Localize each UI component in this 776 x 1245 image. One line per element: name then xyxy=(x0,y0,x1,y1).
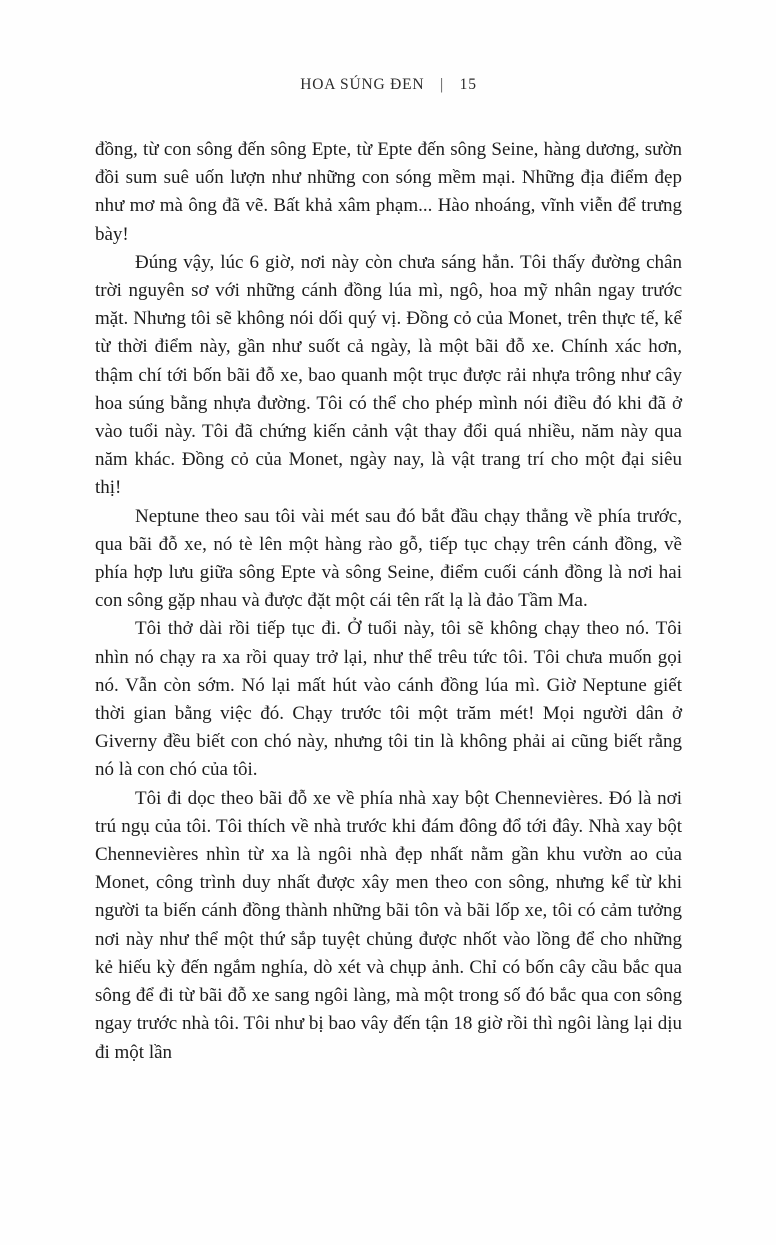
paragraph: Đúng vậy, lúc 6 giờ, nơi này còn chưa sáng hẳn. Tôi thấy đường chân trời nguyên sơ với những cánh đồng lúa mì, ngô, hoa mỹ nhân ngay trước mặt. Nhưng tôi sẽ không nói dối quý vị. Đồng cỏ của Monet, trên thực tế, kể từ thời điểm này, gần như suốt cả ngày, là một bãi đỗ xe. Chính xác hơn, thậm chí tới bốn bãi đỗ xe, bao quanh một trục được rải nhựa trông như cây hoa súng bằng nhựa đường. Tôi có thể cho phép mình nói điều đó khi đã ở vào tuổi này. Tôi đã chứng kiến cảnh vật thay đổi quá nhiều, năm này qua năm khác. Đồng cỏ của Monet, ngày nay, là vật trang trí cho một đại siêu thị! xyxy=(95,251,682,499)
running-header xyxy=(95,76,682,96)
paragraph: Tôi đi dọc theo bãi đỗ xe về phía nhà xay bột Chennevières. Đó là nơi trú ngụ của tôi. Tôi thích về nhà trước khi đám đông đổ tới đây. Nhà xay bột Chennevières nhìn từ xa là ngôi nhà đẹp nhất nằm gần khu vườn ao của Monet, công trình duy nhất được xây men theo con sông, nhưng kể từ khi người ta biến cánh đồng thành những bãi tôn và bãi lốp xe, tôi có cảm tưởng nơi này như thể một thứ sắp tuyệt chủng được nhốt vào lồng để cho những kẻ hiếu kỳ đến ngắm nghía, dò xét và chụp ảnh. Chỉ có bốn cây cầu bắc qua sông để đi từ bãi đỗ xe sang ngôi làng, mà một trong số đó bắc qua con sông ngay trước nhà tôi. Tôi như bị bao vây đến tận 18 giờ rồi thì ngôi làng lại dịu đi một lần xyxy=(95,787,682,1063)
paragraph: Tôi thở dài rồi tiếp tục đi. Ở tuổi này, tôi sẽ không chạy theo nó. Tôi nhìn nó chạy ra xa rồi quay trở lại, như thể trêu tức tôi. Tôi chưa muốn gọi nó. Vẫn còn sớm. Nó lại mất hút vào cánh đồng lúa mì. Giờ Neptune giết thời gian bằng việc đó. Chạy trước tôi một trăm mét! Mọi người dân ở Giverny đều biết con chó này, nhưng tôi tin là không phải ai cũng biết rằng nó là con chó của tôi. xyxy=(95,618,682,781)
page-body xyxy=(95,136,682,1067)
paragraph: đồng, từ con sông đến sông Epte, từ Epte đến sông Seine, hàng dương, sườn đồi sum suê uốn lượn như những con sóng mềm mại. Những địa điểm đẹp như mơ mà ông đã vẽ. Bất khả xâm phạm... Hào nhoáng, vĩnh viễn để trưng bày! xyxy=(95,139,682,245)
running-header-separator: | xyxy=(440,76,444,93)
page-number: 15 xyxy=(459,76,477,93)
running-header-title: HOA SÚNG ĐEN xyxy=(300,76,425,93)
paragraph: Neptune theo sau tôi vài mét sau đó bắt đầu chạy thẳng về phía trước, qua bãi đỗ xe, nó tè lên một hàng rào gỗ, tiếp tục chạy trên cánh đồng, về phía hợp lưu giữa sông Epte và sông Seine, điểm cuối cánh đồng là nơi hai con sông gặp nhau và được đặt một cái tên rất lạ là đảo Tầm Ma. xyxy=(95,505,682,612)
